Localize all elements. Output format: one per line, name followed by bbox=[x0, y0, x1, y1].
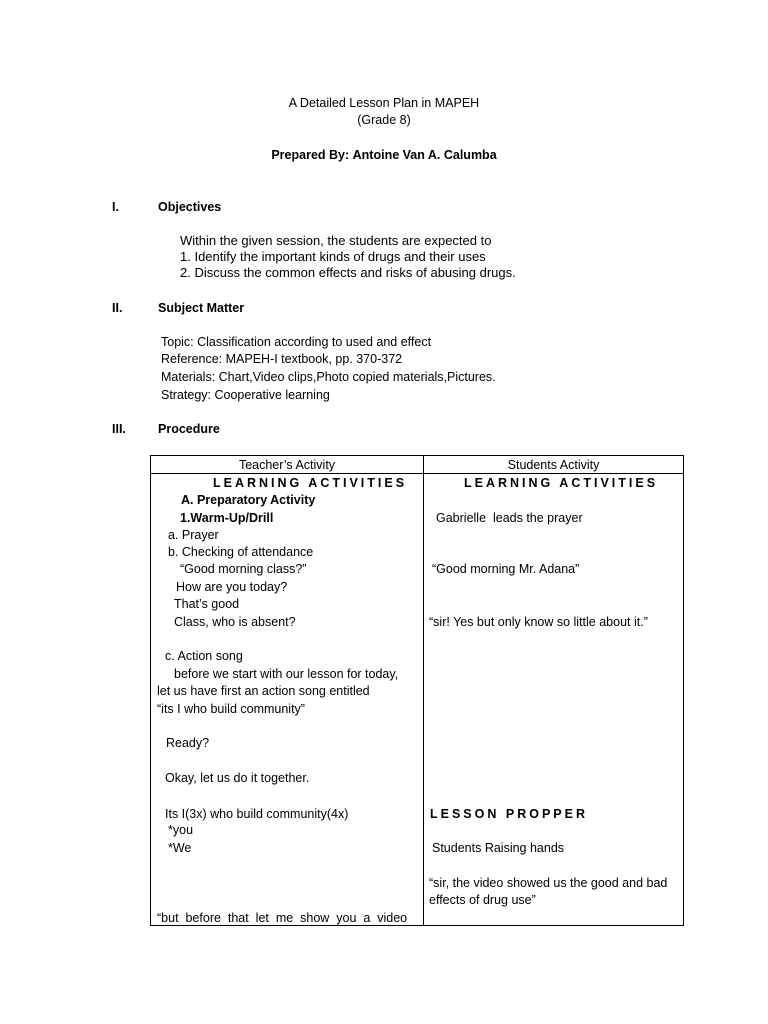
teacher-line: “its I who build community” bbox=[157, 702, 305, 716]
prepared-by bbox=[200, 147, 568, 163]
teacher-line: How are you today? bbox=[176, 580, 288, 594]
procedure-heading: Procedure bbox=[158, 422, 220, 436]
students-learning-activities: LEARNING ACTIVITIES bbox=[464, 476, 659, 490]
teacher-line: Okay, let us do it together. bbox=[165, 771, 310, 785]
objective-item: 2. Discuss the common effects and risks of abusing drugs. bbox=[180, 265, 516, 280]
grade-label: (Grade 8) bbox=[357, 113, 411, 127]
teacher-line: b. Checking of attendance bbox=[168, 545, 314, 559]
prepared-by-label: Prepared By: bbox=[271, 148, 350, 162]
warm-up-drill: 1.Warm-Up/Drill bbox=[180, 511, 274, 525]
student-line: “sir! Yes but only know so little about it.” bbox=[429, 615, 648, 629]
objectives-intro: Within the given session, the students are expected to bbox=[180, 233, 492, 248]
teacher-line: a. Prayer bbox=[168, 528, 219, 542]
lesson-propper-heading: LESSON PROPPER bbox=[430, 807, 588, 821]
table-column-divider bbox=[423, 455, 424, 926]
student-line: “Good morning Mr. Adana” bbox=[432, 562, 580, 576]
teacher-activity-header: Teacher’s Activity bbox=[238, 458, 336, 472]
student-line: Students Raising hands bbox=[432, 841, 565, 855]
teacher-line: “Good morning class?” bbox=[180, 562, 307, 576]
subject-topic: Topic: Classification according to used and effect bbox=[161, 335, 432, 349]
objectives-heading: Objectives bbox=[158, 200, 222, 214]
subject-matter-numeral: II. bbox=[112, 301, 123, 315]
teacher-line: Its I(3x) who build community(4x) bbox=[165, 807, 349, 821]
teacher-line: *you bbox=[168, 823, 194, 837]
teacher-line: before we start with our lesson for today, bbox=[174, 667, 399, 681]
preparatory-activity: A. Preparatory Activity bbox=[181, 493, 316, 507]
subject-matter-heading: Subject Matter bbox=[158, 301, 245, 315]
teacher-line: c. Action song bbox=[165, 649, 243, 663]
objective-item: 1. Identify the important kinds of drugs and their uses bbox=[180, 249, 486, 264]
teacher-line: Ready? bbox=[166, 736, 210, 750]
teacher-line: *We bbox=[168, 841, 192, 855]
teacher-line: let us have first an action song entitled bbox=[157, 684, 370, 698]
teacher-line: “but before that let me show you a video bbox=[157, 911, 408, 925]
student-line: Gabrielle leads the prayer bbox=[436, 511, 583, 525]
subject-reference: Reference: MAPEH-I textbook, pp. 370-372 bbox=[161, 352, 403, 366]
table-header-divider bbox=[150, 473, 684, 474]
prepared-by-name: Antoine Van A. Calumba bbox=[352, 148, 497, 162]
students-activity-header: Students Activity bbox=[507, 458, 600, 472]
student-line: effects of drug use” bbox=[429, 893, 536, 907]
teacher-line: Class, who is absent? bbox=[174, 615, 296, 629]
subject-materials: Materials: Chart,Video clips,Photo copied materials,Pictures. bbox=[161, 370, 496, 384]
procedure-numeral: III. bbox=[112, 422, 126, 436]
student-line: “sir, the video showed us the good and bad bbox=[429, 876, 668, 890]
document-title: A Detailed Lesson Plan in MAPEH bbox=[288, 96, 480, 110]
teacher-learning-activities: LEARNING ACTIVITIES bbox=[213, 476, 408, 490]
teacher-line: That’s good bbox=[174, 597, 240, 611]
objectives-numeral: I. bbox=[112, 200, 119, 214]
subject-strategy: Strategy: Cooperative learning bbox=[161, 388, 330, 402]
